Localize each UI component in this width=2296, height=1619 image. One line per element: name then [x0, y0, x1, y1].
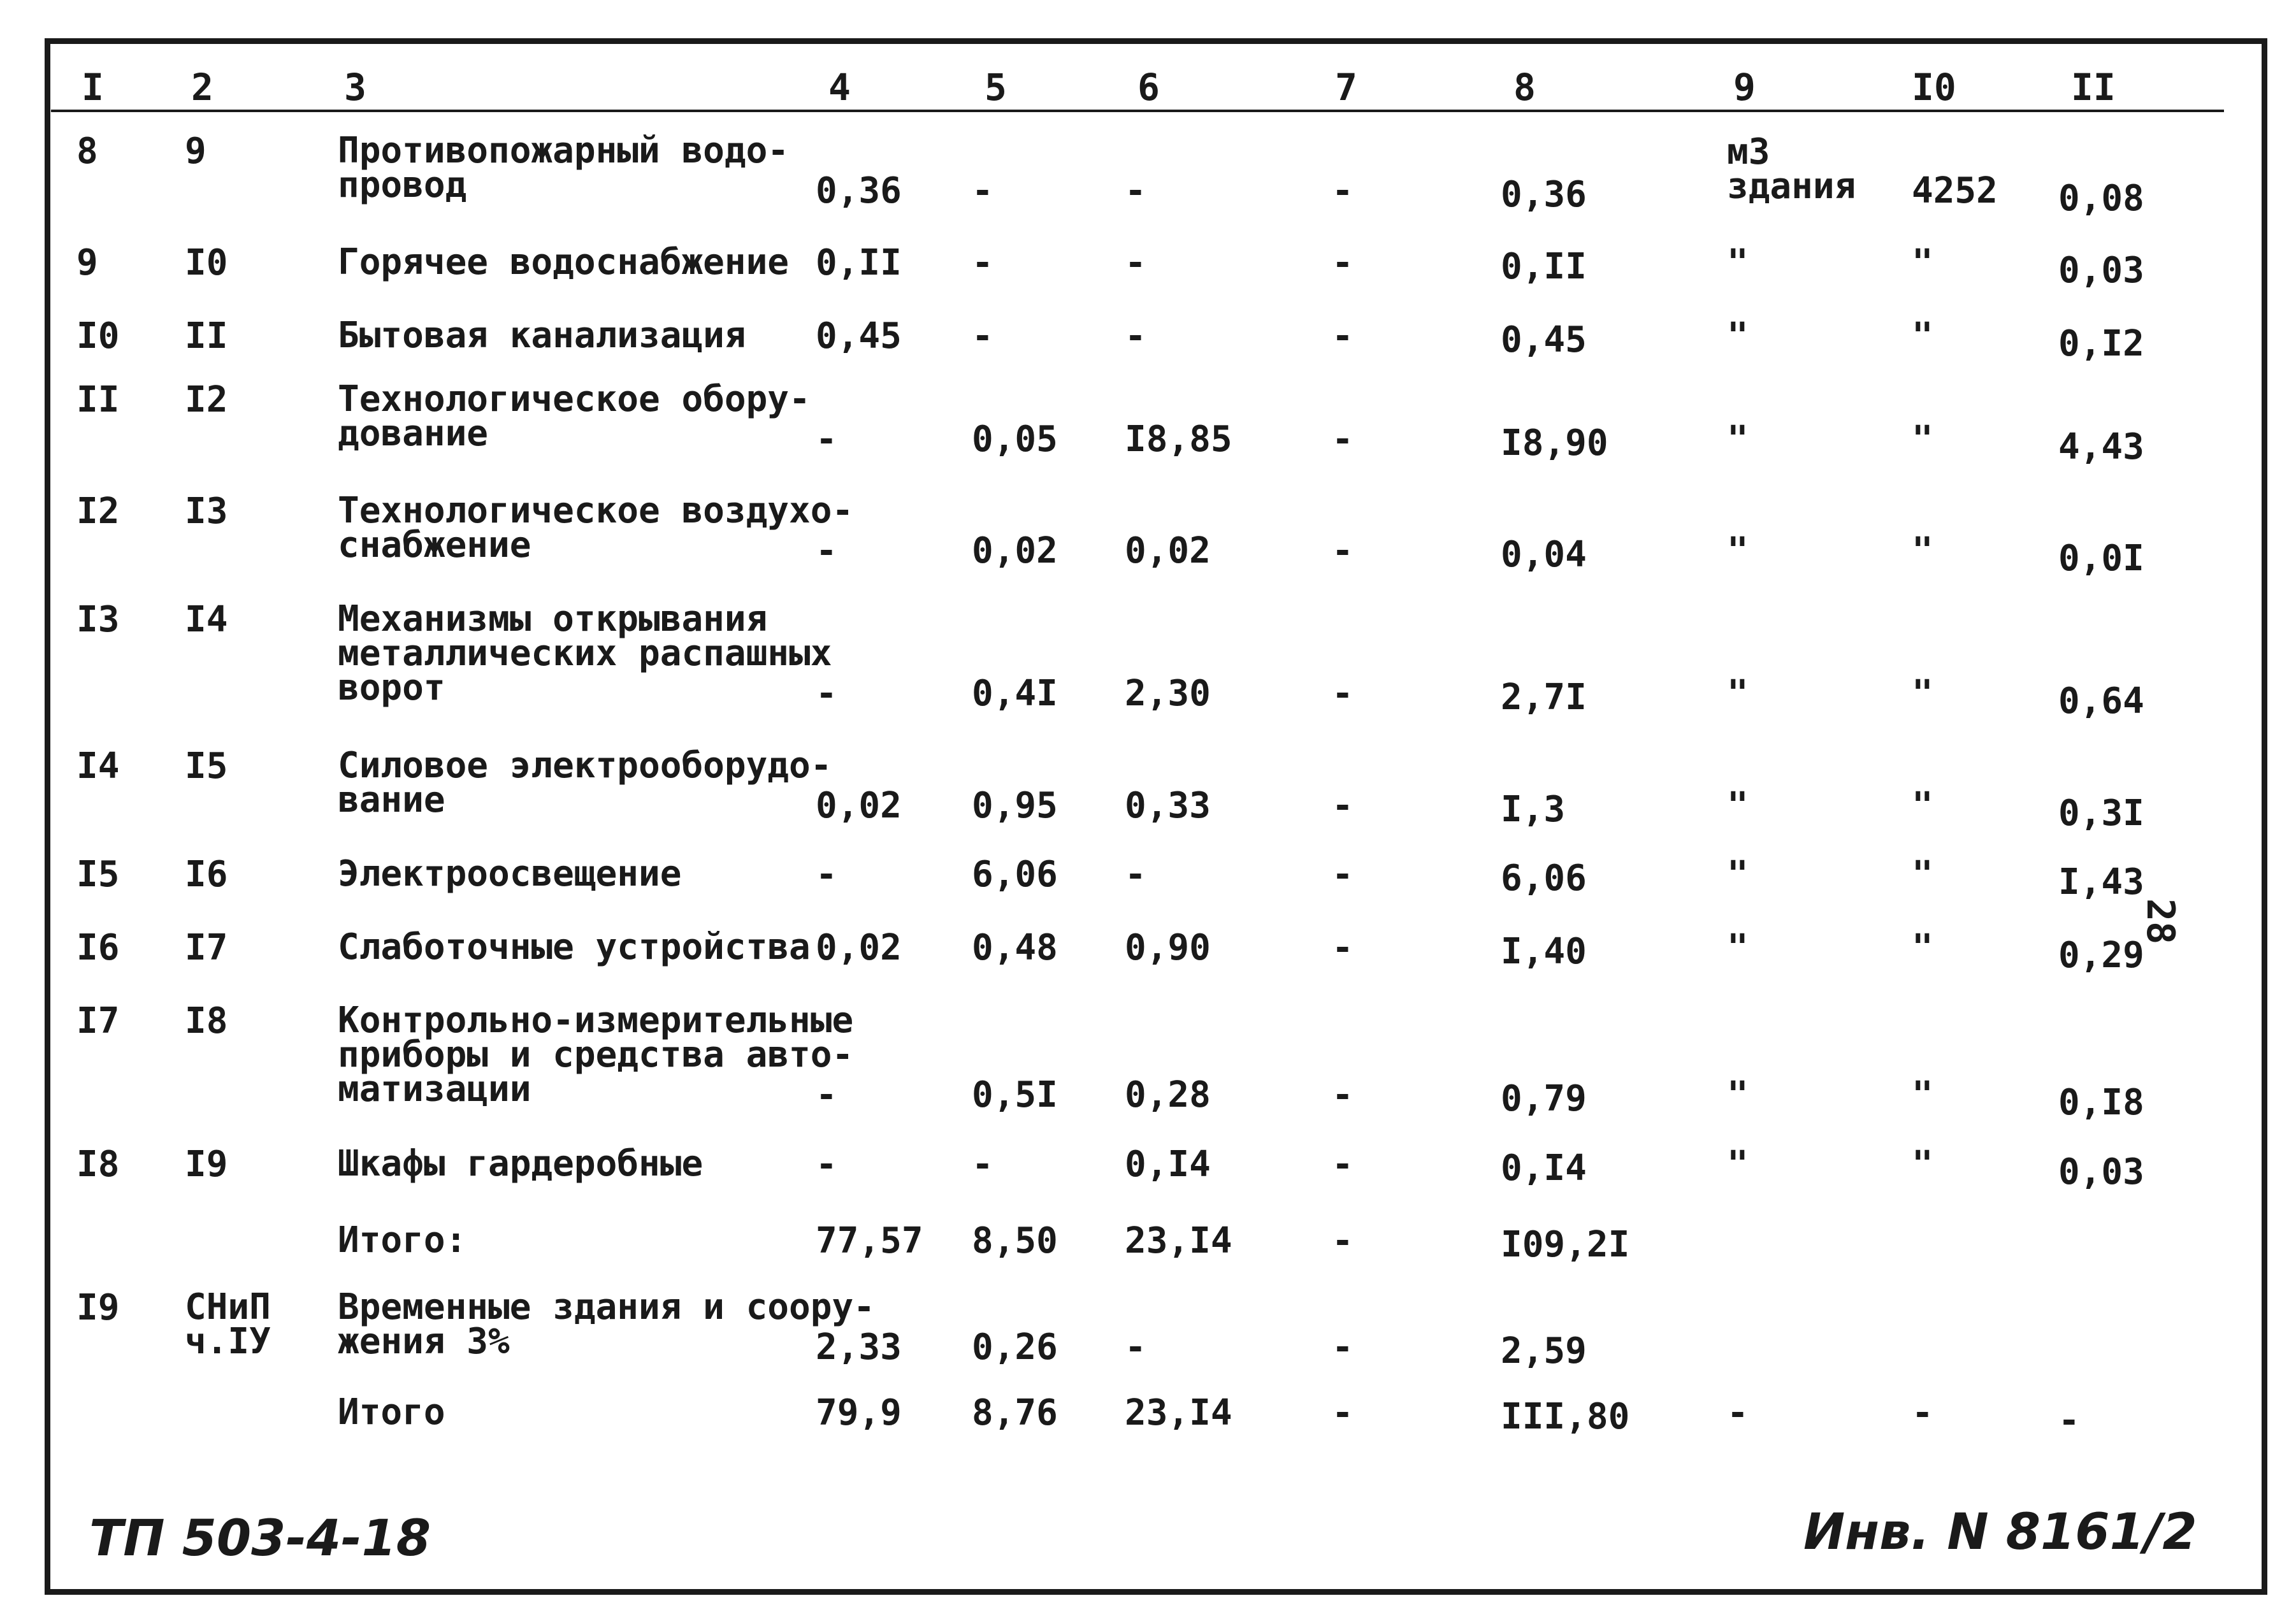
row-reference: I7: [185, 927, 228, 968]
cost-total: I09,2I: [1501, 1224, 1630, 1265]
cost-installation: 0,02: [972, 530, 1058, 572]
unit-cost: 0,I2: [2058, 323, 2144, 364]
cost-equipment: 0,28: [1125, 1074, 1211, 1116]
cost-other: -: [1332, 1327, 1354, 1368]
row-reference: I4: [185, 599, 228, 640]
cost-installation: -: [972, 1144, 993, 1185]
row-reference: I6: [185, 854, 228, 895]
unit-quantity: ": [1912, 242, 1933, 284]
cost-equipment: 23,I4: [1125, 1392, 1232, 1434]
unit-cost: 0,I8: [2058, 1082, 2144, 1123]
row-reference: I2: [185, 379, 228, 421]
row-number: 9: [76, 242, 98, 284]
work-name: Временные здания и соору-: [338, 1286, 875, 1328]
unit-cost: 0,3I: [2058, 793, 2144, 834]
work-name: матизации: [338, 1069, 531, 1110]
unit-label: ": [1727, 927, 1749, 968]
unit-cost: 0,08: [2058, 178, 2144, 219]
cost-equipment: -: [1125, 315, 1146, 357]
unit-quantity: ": [1912, 530, 1933, 572]
row-number: I8: [76, 1144, 120, 1185]
cost-construction: -: [816, 673, 837, 714]
row-reference: I8: [185, 1000, 228, 1042]
cost-construction: -: [816, 854, 837, 895]
row-number: I7: [76, 1000, 120, 1042]
unit-quantity: ": [1912, 1144, 1933, 1185]
unit-label: ": [1727, 419, 1749, 460]
cost-equipment: -: [1125, 1327, 1146, 1368]
header-col-11: II: [2071, 66, 2116, 109]
row-reference: СНиП: [185, 1286, 271, 1328]
work-name: вание: [338, 779, 445, 821]
cost-installation: 0,48: [972, 927, 1058, 968]
cost-total: I,40: [1501, 931, 1587, 972]
cost-installation: -: [972, 315, 993, 357]
cost-equipment: 0,I4: [1125, 1144, 1211, 1185]
cost-total: 2,7I: [1501, 677, 1587, 718]
unit-quantity: ": [1912, 854, 1933, 895]
cost-total: III,80: [1501, 1396, 1630, 1437]
work-name: снабжение: [338, 524, 531, 566]
work-name: Контрольно-измерительные: [338, 1000, 854, 1041]
work-name: Итого:: [338, 1220, 467, 1261]
unit-cost: 4,43: [2058, 426, 2144, 468]
cost-other: -: [1332, 419, 1354, 460]
unit-cost: 0,64: [2058, 680, 2144, 722]
header-col-2: 2: [191, 66, 213, 109]
cost-equipment: -: [1125, 854, 1146, 895]
doc-code: ТП 503-4-18: [89, 1510, 431, 1567]
cost-other: -: [1332, 1144, 1354, 1185]
row-number: 8: [76, 131, 98, 172]
cost-installation: 0,4I: [972, 673, 1058, 714]
work-name: Слаботочные устройства: [338, 926, 811, 968]
cost-other: -: [1332, 785, 1354, 826]
cost-construction: 0,02: [816, 785, 902, 826]
row-number: I2: [76, 491, 120, 532]
unit-quantity: ": [1912, 785, 1933, 826]
cost-installation: 0,26: [972, 1327, 1058, 1368]
row-reference: I5: [185, 745, 228, 787]
work-name: Противопожарный водо-: [338, 130, 790, 171]
cost-other: -: [1332, 1220, 1354, 1262]
cost-installation: 0,95: [972, 785, 1058, 826]
unit-label: здания: [1727, 166, 1856, 207]
unit-label: -: [1727, 1392, 1749, 1434]
cost-other: -: [1332, 315, 1354, 357]
cost-installation: -: [972, 242, 993, 284]
unit-cost: 0,29: [2058, 935, 2144, 976]
unit-label: ": [1727, 1144, 1749, 1185]
unit-label: ": [1727, 530, 1749, 572]
work-name: металлических распашных: [338, 633, 832, 674]
unit-quantity: ": [1912, 419, 1933, 460]
cost-total: 0,45: [1501, 319, 1587, 361]
cost-total: I8,90: [1501, 422, 1608, 464]
cost-total: 0,04: [1501, 534, 1587, 575]
cost-installation: 8,50: [972, 1220, 1058, 1262]
cost-installation: 0,05: [972, 419, 1058, 460]
row-reference: I3: [185, 491, 228, 532]
row-number: II: [76, 379, 120, 421]
cost-construction: 2,33: [816, 1327, 902, 1368]
row-reference: ч.IУ: [185, 1321, 271, 1362]
cost-installation: -: [972, 170, 993, 212]
work-name: Итого: [338, 1392, 445, 1433]
row-number: I3: [76, 599, 120, 640]
row-reference: II: [185, 315, 228, 357]
header-col-5: 5: [985, 66, 1007, 109]
cost-total: 6,06: [1501, 858, 1587, 899]
unit-cost: 0,0I: [2058, 538, 2144, 579]
work-name: провод: [338, 164, 467, 206]
work-name: Электроосвещение: [338, 853, 682, 895]
cost-construction: 0,36: [816, 170, 902, 212]
unit-quantity: ": [1912, 927, 1933, 968]
cost-construction: 0,02: [816, 927, 902, 968]
cost-other: -: [1332, 854, 1354, 895]
unit-cost: -: [2058, 1400, 2080, 1441]
work-name: Силовое электрооборудо-: [338, 745, 832, 786]
cost-other: -: [1332, 1392, 1354, 1434]
cost-equipment: -: [1125, 170, 1146, 212]
unit-quantity: 4252: [1912, 170, 1998, 212]
header-col-6: 6: [1137, 66, 1160, 109]
cost-total: 0,I4: [1501, 1148, 1587, 1189]
unit-label: ": [1727, 854, 1749, 895]
header-underline: [51, 110, 2224, 112]
cost-equipment: I8,85: [1125, 419, 1232, 460]
header-col-10: I0: [1912, 66, 1956, 109]
cost-equipment: 0,02: [1125, 530, 1211, 572]
cost-total: I,3: [1501, 789, 1566, 830]
row-number: I5: [76, 854, 120, 895]
row-number: I6: [76, 927, 120, 968]
row-number: I0: [76, 315, 120, 357]
row-number: I4: [76, 745, 120, 787]
unit-quantity: ": [1912, 673, 1933, 714]
cost-total: 0,II: [1501, 246, 1587, 287]
unit-label: ": [1727, 242, 1749, 284]
cost-other: -: [1332, 927, 1354, 968]
unit-cost: 0,03: [2058, 1151, 2144, 1193]
cost-total: 2,59: [1501, 1330, 1587, 1372]
unit-cost: 0,03: [2058, 250, 2144, 291]
work-name: Бытовая канализация: [338, 315, 746, 356]
work-name: Горячее водоснабжение: [338, 241, 790, 283]
cost-other: -: [1332, 170, 1354, 212]
cost-other: -: [1332, 530, 1354, 572]
cost-construction: 79,9: [816, 1392, 902, 1434]
cost-equipment: 0,33: [1125, 785, 1211, 826]
work-name: Технологическое обору-: [338, 378, 811, 420]
cost-construction: -: [816, 1144, 837, 1185]
cost-equipment: 2,30: [1125, 673, 1211, 714]
unit-quantity: ": [1912, 315, 1933, 357]
cost-other: -: [1332, 673, 1354, 714]
cost-other: -: [1332, 242, 1354, 284]
row-number: I9: [76, 1287, 120, 1328]
cost-equipment: -: [1125, 242, 1146, 284]
work-name: жения 3%: [338, 1321, 510, 1362]
header-col-3: 3: [344, 66, 366, 109]
cost-construction: -: [816, 419, 837, 460]
cost-construction: -: [816, 1074, 837, 1116]
header-col-9: 9: [1733, 66, 1756, 109]
unit-cost: I,43: [2058, 861, 2144, 903]
unit-label: ": [1727, 673, 1749, 714]
unit-label: ": [1727, 1074, 1749, 1116]
cost-construction: 77,57: [816, 1220, 923, 1262]
row-reference: I9: [185, 1144, 228, 1185]
cost-construction: 0,45: [816, 315, 902, 357]
cost-installation: 0,5I: [972, 1074, 1058, 1116]
work-name: Технологическое воздухо-: [338, 490, 854, 531]
cost-equipment: 0,90: [1125, 927, 1211, 968]
header-col-7: 7: [1335, 66, 1357, 109]
work-name: ворот: [338, 667, 445, 709]
row-reference: 9: [185, 131, 206, 172]
unit-quantity: ": [1912, 1074, 1933, 1116]
cost-construction: 0,II: [816, 242, 902, 284]
inventory-number: Инв. N 8161/2: [1803, 1504, 2197, 1561]
row-reference: I0: [185, 242, 228, 284]
header-col-8: 8: [1513, 66, 1536, 109]
unit-label: ": [1727, 785, 1749, 826]
header-col-4: 4: [828, 66, 851, 109]
cost-installation: 6,06: [972, 854, 1058, 895]
work-name: приборы и средства авто-: [338, 1034, 854, 1076]
cost-total: 0,79: [1501, 1078, 1587, 1119]
cost-equipment: 23,I4: [1125, 1220, 1232, 1262]
cost-other: -: [1332, 1074, 1354, 1116]
cost-total: 0,36: [1501, 174, 1587, 215]
work-name: дование: [338, 413, 489, 454]
cost-installation: 8,76: [972, 1392, 1058, 1434]
unit-label: м3: [1727, 131, 1770, 173]
cost-construction: -: [816, 530, 837, 572]
work-name: Механизмы открывания: [338, 598, 768, 640]
page-number: 28: [2138, 898, 2183, 945]
header-col-1: I: [82, 66, 104, 109]
unit-quantity: -: [1912, 1392, 1933, 1434]
work-name: Шкафы гардеробные: [338, 1143, 704, 1184]
unit-label: ": [1727, 315, 1749, 357]
